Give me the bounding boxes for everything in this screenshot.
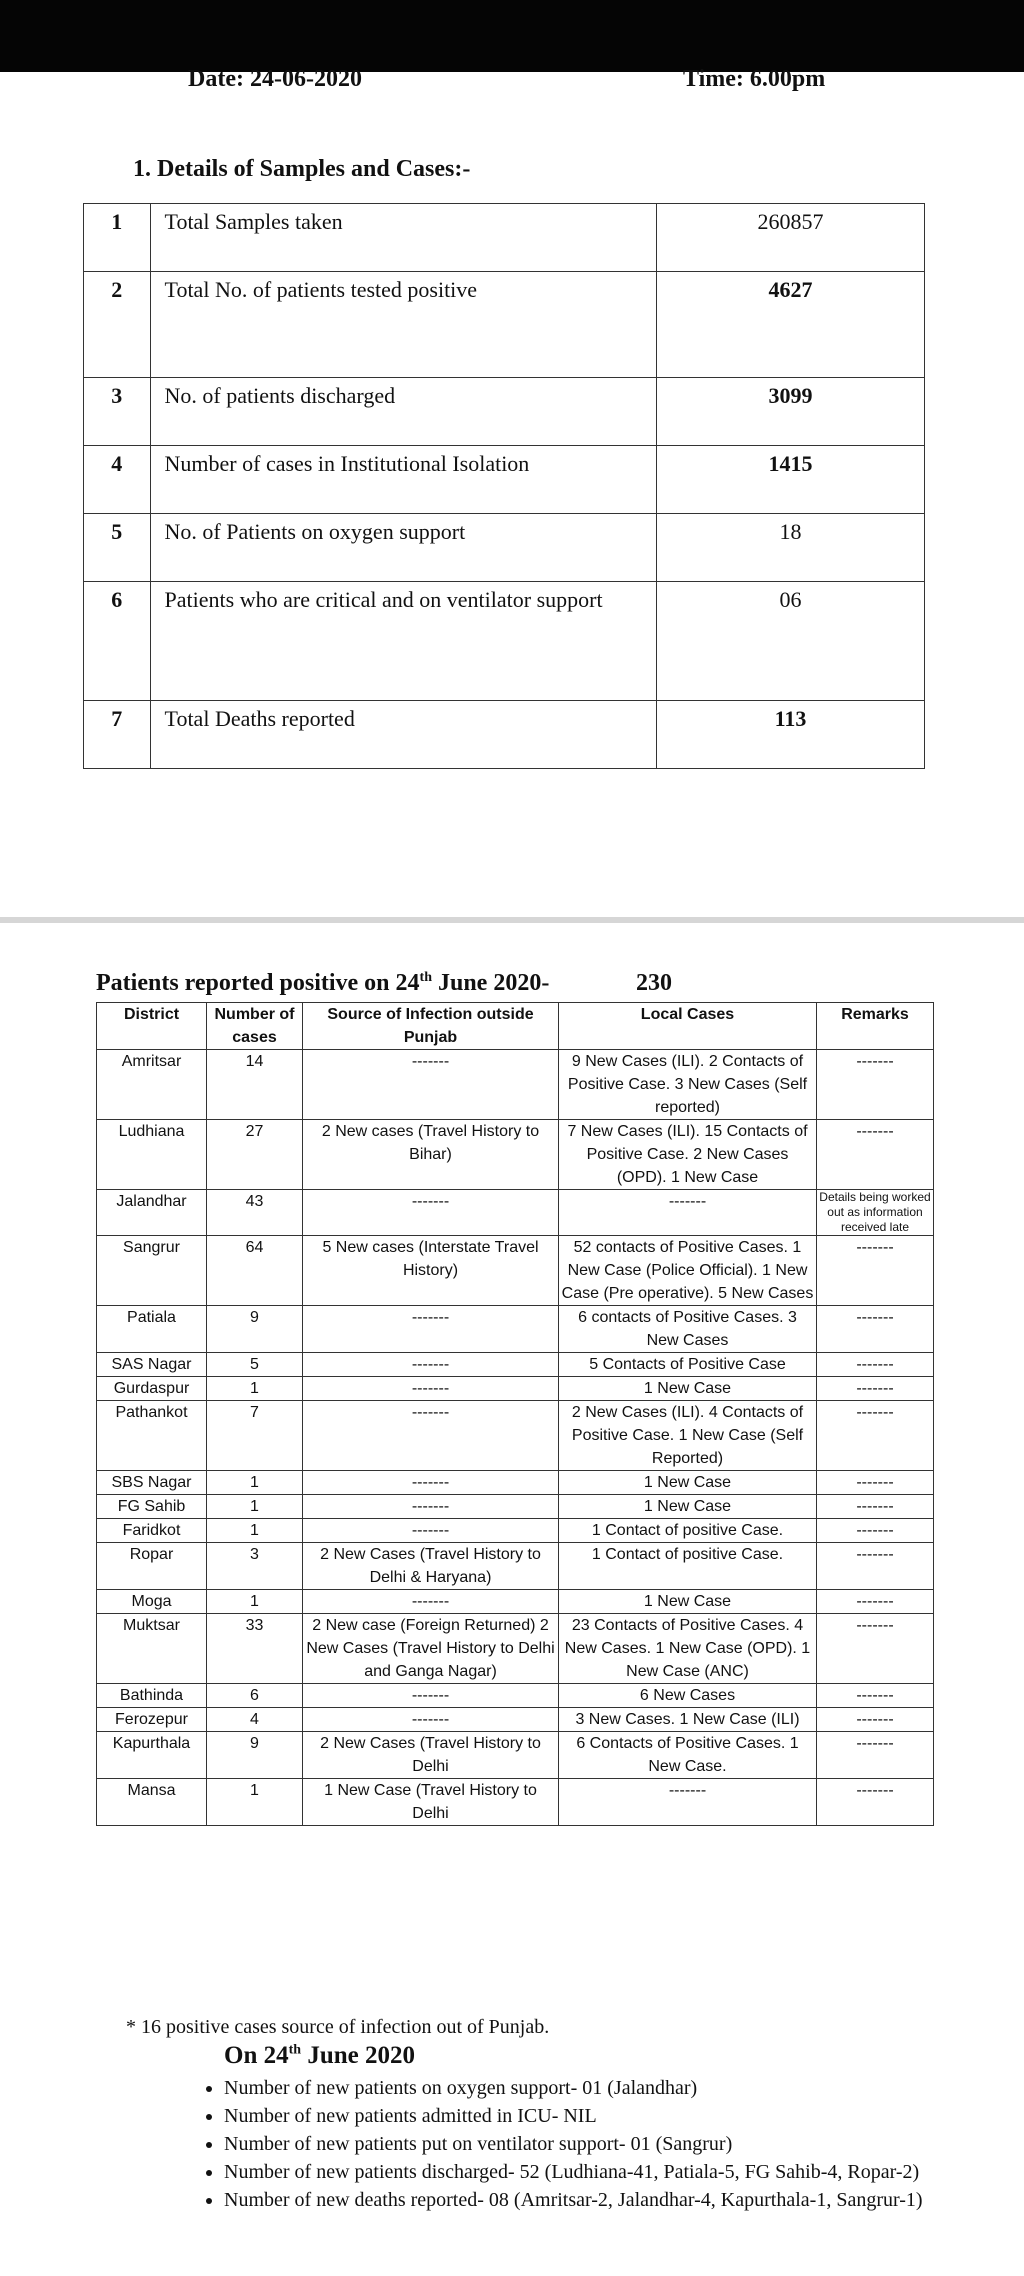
cell-remarks: ------- [817,1306,934,1353]
summary-row-label: Total Deaths reported [150,701,656,769]
summary-row [84,378,925,446]
cell-cases: 6 [207,1684,303,1708]
cell-remarks: ------- [817,1708,934,1732]
table-row [97,1519,934,1543]
cell-cases: 9 [207,1732,303,1779]
cell-district: FG Sahib [97,1495,207,1519]
cell-cases: 43 [207,1190,303,1236]
cell-cases: 27 [207,1120,303,1190]
cell-remarks: ------- [817,1120,934,1190]
cell-district: Ferozepur [97,1708,207,1732]
list-item: • Number of new patients admitted in ICU- NIL [224,2103,944,2130]
table-row [97,1353,934,1377]
table-row [97,1779,934,1826]
table-row [97,1471,934,1495]
cell-district: Amritsar [97,1050,207,1120]
summary-row-value: 1415 [656,446,924,514]
summary-row-value: 18 [656,514,924,582]
header-local: Local Cases [559,1003,817,1050]
cell-remarks: ------- [817,1543,934,1590]
cell-local: 1 New Case [559,1471,817,1495]
summary-row [84,701,925,769]
cell-local: 7 New Cases (ILI). 15 Contacts of Positive Case. 2 New Cases (OPD). 1 New Case [559,1120,817,1190]
title-sup: th [288,2042,302,2058]
cell-source: 1 New Case (Travel History to Delhi [303,1779,559,1826]
header-cases: Number of cases [207,1003,303,1050]
top-black-bar [0,0,1024,72]
report-time: Time: 6.00pm [683,66,826,92]
summary-row [84,446,925,514]
table-row [97,1543,934,1590]
daily-summary-list [202,2075,944,2215]
cell-district: Ropar [97,1543,207,1590]
list-item: • Number of new deaths reported- 08 (Amritsar-2, Jalandhar-4, Kapurthala-1, Sangrur-1) [224,2187,944,2214]
summary-row-label: No. of Patients on oxygen support [150,514,656,582]
cell-source: ------- [303,1495,559,1519]
cell-local: 1 Contact of positive Case. [559,1519,817,1543]
cell-local: 1 Contact of positive Case. [559,1543,817,1590]
cell-remarks: ------- [817,1779,934,1826]
list-item: • Number of new patients on oxygen support- 01 (Jalandhar) [224,2075,944,2102]
summary-row-label: Patients who are critical and on ventilator support [150,582,656,701]
cell-remarks: ------- [817,1519,934,1543]
header-remarks: Remarks [817,1003,934,1050]
cell-local: 1 New Case [559,1377,817,1401]
cell-local: 1 New Case [559,1495,817,1519]
cell-cases: 4 [207,1708,303,1732]
cell-cases: 64 [207,1236,303,1306]
cell-remarks: ------- [817,1732,934,1779]
footnote: * 16 positive cases source of infection out of Punjab. [126,2016,550,2038]
cell-district: Bathinda [97,1684,207,1708]
cell-cases: 1 [207,1519,303,1543]
cell-district: Jalandhar [97,1190,207,1236]
cell-district: Mansa [97,1779,207,1826]
cell-local: 9 New Cases (ILI). 2 Contacts of Positive Case. 3 New Cases (Self reported) [559,1050,817,1120]
summary-row-value: 260857 [656,204,924,272]
table-row [97,1120,934,1190]
cell-remarks: ------- [817,1377,934,1401]
header-district: District [97,1003,207,1050]
cell-district: Faridkot [97,1519,207,1543]
cell-source: ------- [303,1377,559,1401]
table-row [97,1050,934,1120]
title-prefix: Patients reported positive on 24 [96,970,420,996]
cell-source: 2 New Cases (Travel History to Delhi & Haryana) [303,1543,559,1590]
cell-cases: 1 [207,1471,303,1495]
summary-row-label: No. of patients discharged [150,378,656,446]
district-cases-table [96,1002,934,1826]
cell-district: Patiala [97,1306,207,1353]
cell-remarks: ------- [817,1495,934,1519]
section-title-samples: 1. Details of Samples and Cases:- [133,156,471,182]
cell-source: ------- [303,1590,559,1614]
table-row [97,1732,934,1779]
cell-remarks: ------- [817,1050,934,1120]
summary-row [84,582,925,701]
cell-district: Kapurthala [97,1732,207,1779]
cell-cases: 33 [207,1614,303,1684]
cell-district: SAS Nagar [97,1353,207,1377]
summary-row-value: 06 [656,582,924,701]
cell-remarks: ------- [817,1590,934,1614]
summary-row-label: Number of cases in Institutional Isolation [150,446,656,514]
summary-row-value: 4627 [656,272,924,378]
summary-row-number: 4 [84,446,151,514]
cell-cases: 1 [207,1377,303,1401]
title-suffix: June 2020- [431,970,550,996]
table-row [97,1684,934,1708]
cell-district: Moga [97,1590,207,1614]
cell-source: ------- [303,1519,559,1543]
table-row [97,1401,934,1471]
cell-cases: 14 [207,1050,303,1120]
cell-local: 6 contacts of Positive Cases. 3 New Cases [559,1306,817,1353]
cell-district: Gurdaspur [97,1377,207,1401]
cell-source: ------- [303,1190,559,1236]
table-row [97,1236,934,1306]
summary-row [84,514,925,582]
summary-row [84,204,925,272]
table-row [97,1377,934,1401]
cell-cases: 1 [207,1590,303,1614]
cell-local: ------- [559,1190,817,1236]
cell-local: 23 Contacts of Positive Cases. 4 New Cases. 1 New Case (OPD). 1 New Case (ANC) [559,1614,817,1684]
summary-row-value: 113 [656,701,924,769]
table-row [97,1495,934,1519]
cell-district: Sangrur [97,1236,207,1306]
cell-local: 6 New Cases [559,1684,817,1708]
cell-source: 2 New cases (Travel History to Bihar) [303,1120,559,1190]
cell-remarks: ------- [817,1614,934,1684]
cell-remarks: ------- [817,1236,934,1306]
cell-cases: 9 [207,1306,303,1353]
cell-cases: 7 [207,1401,303,1471]
summary-row-label: Total No. of patients tested positive [150,272,656,378]
cell-district: Muktsar [97,1614,207,1684]
cell-cases: 1 [207,1495,303,1519]
cell-source: ------- [303,1471,559,1495]
list-item: • Number of new patients discharged- 52 (Ludhiana-41, Patiala-5, FG Sahib-4, Ropar-2) [224,2159,944,2186]
cell-cases: 3 [207,1543,303,1590]
list-item: • Number of new patients put on ventilator support- 01 (Sangrur) [224,2131,944,2158]
cell-local: 3 New Cases. 1 New Case (ILI) [559,1708,817,1732]
table-row [97,1590,934,1614]
cell-local: 1 New Case [559,1590,817,1614]
cell-cases: 1 [207,1779,303,1826]
cell-local: 2 New Cases (ILI). 4 Contacts of Positive Case. 1 New Case (Self Reported) [559,1401,817,1471]
cell-local: 5 Contacts of Positive Case [559,1353,817,1377]
cell-source: ------- [303,1050,559,1120]
cell-district: Ludhiana [97,1120,207,1190]
cell-local: 52 contacts of Positive Cases. 1 New Case (Police Official). 1 New Case (Pre operative). 5 New Cases [559,1236,817,1306]
table-row [97,1708,934,1732]
section-title-positive [96,970,549,997]
cell-remarks: Details being worked out as information received late [817,1190,934,1236]
table-row [97,1190,934,1236]
table-row [97,1614,934,1684]
cell-district: Pathankot [97,1401,207,1471]
cell-source: ------- [303,1353,559,1377]
table-row [97,1306,934,1353]
header-source: Source of Infection outside Punjab [303,1003,559,1050]
title-prefix: On 24 [224,2042,289,2069]
summary-table [83,203,925,769]
summary-row-number: 1 [84,204,151,272]
summary-row-label: Total Samples taken [150,204,656,272]
summary-row-number: 5 [84,514,151,582]
cell-source: ------- [303,1306,559,1353]
section-title-daily [224,2042,415,2070]
summary-row-number: 2 [84,272,151,378]
cell-remarks: ------- [817,1353,934,1377]
summary-row [84,272,925,378]
summary-row-number: 7 [84,701,151,769]
summary-row-number: 6 [84,582,151,701]
cell-local: 6 Contacts of Positive Cases. 1 New Case. [559,1732,817,1779]
table-header-row [97,1003,934,1050]
cell-remarks: ------- [817,1401,934,1471]
cell-source: ------- [303,1708,559,1732]
cell-source: ------- [303,1401,559,1471]
cell-remarks: ------- [817,1684,934,1708]
report-date: Date: 24-06-2020 [188,66,362,92]
summary-row-number: 3 [84,378,151,446]
cell-cases: 5 [207,1353,303,1377]
positive-total: 230 [636,970,672,996]
cell-district: SBS Nagar [97,1471,207,1495]
title-suffix: June 2020 [301,2042,415,2069]
cell-remarks: ------- [817,1471,934,1495]
title-sup: th [419,970,432,985]
summary-row-value: 3099 [656,378,924,446]
cell-source: ------- [303,1684,559,1708]
cell-source: 2 New Cases (Travel History to Delhi [303,1732,559,1779]
cell-source: 2 New case (Foreign Returned) 2 New Cases (Travel History to Delhi and Ganga Nagar) [303,1614,559,1684]
cell-source: 5 New cases (Interstate Travel History) [303,1236,559,1306]
cell-local: ------- [559,1779,817,1826]
